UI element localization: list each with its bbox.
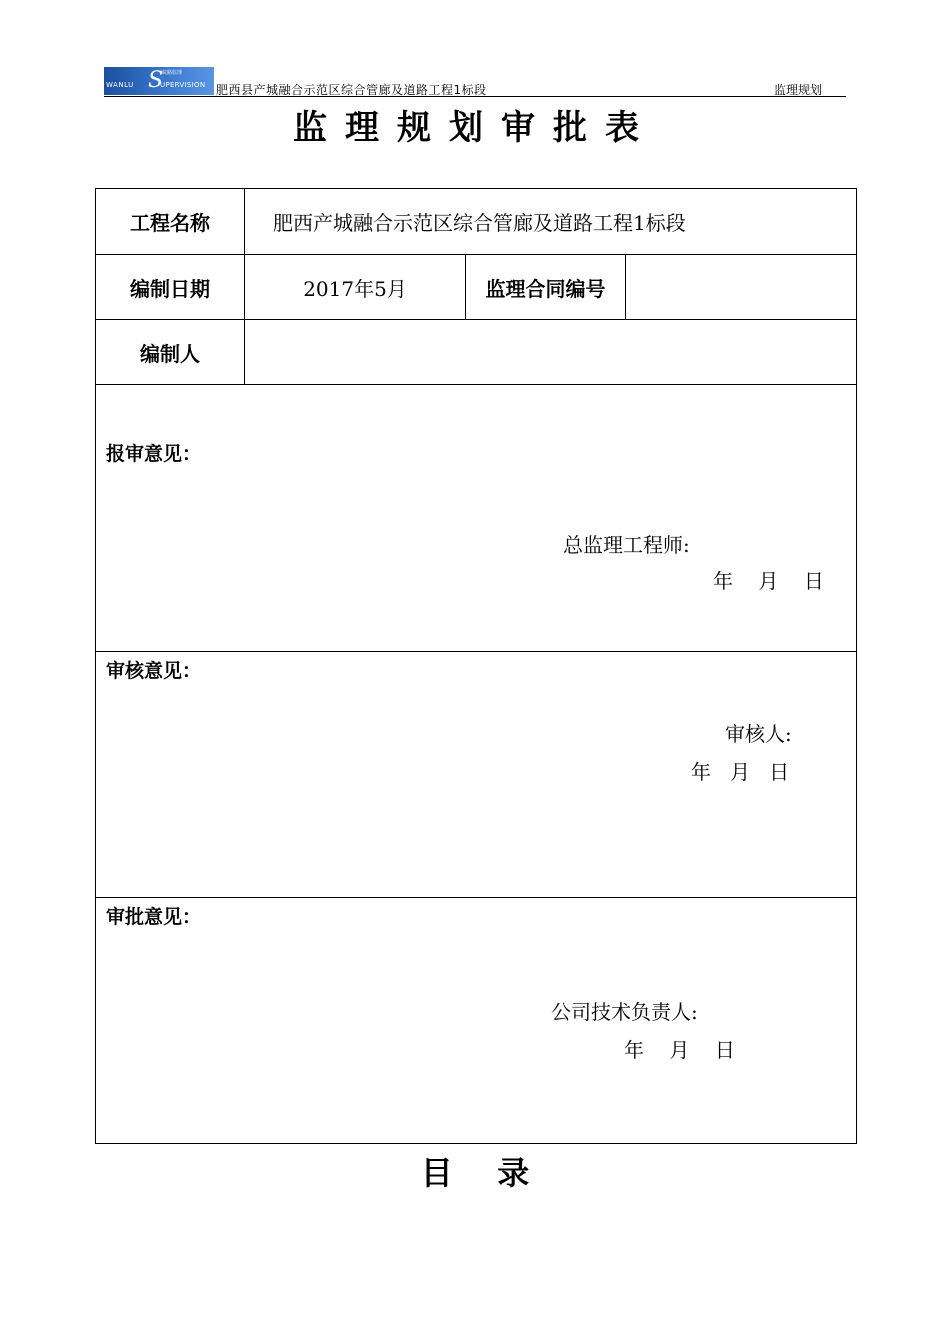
row-date-contract — [96, 255, 857, 320]
approval-signer: 公司技术负责人: — [551, 1000, 698, 1024]
contract-value — [626, 255, 857, 320]
author-label: 编制人 — [96, 320, 245, 385]
approval-title: 审批意见： — [106, 906, 202, 928]
date-label: 编制日期 — [96, 255, 245, 320]
header-rule — [104, 96, 846, 97]
header-project-title: 肥西县产城融合示范区综合管廊及道路工程1标段 — [216, 83, 487, 97]
row-author — [96, 320, 857, 385]
logo-left-text: WANLU — [106, 81, 134, 89]
review-title: 审核意见： — [106, 660, 202, 682]
report-title: 报审意见： — [106, 443, 202, 465]
header-doc-type: 监理规划 — [773, 83, 822, 97]
section-review — [96, 652, 857, 898]
toc-title-text: 目 录 — [420, 1154, 530, 1192]
toc-title — [0, 1148, 950, 1194]
document-title: 监理规划审批表 — [293, 108, 657, 148]
date-value: 2017年5月 — [245, 255, 466, 320]
project-name-value: 肥西产城融合示范区综合管廊及道路工程1标段 — [245, 189, 857, 255]
approval-date: 年 月 日 — [624, 1038, 735, 1062]
page-header — [104, 67, 846, 97]
section-report — [96, 385, 857, 652]
approval-form — [95, 188, 857, 1144]
section-approval — [96, 898, 857, 1144]
row-project-name — [96, 189, 857, 255]
report-signer: 总监理工程师: — [563, 533, 690, 557]
project-name-label: 工程名称 — [96, 189, 245, 255]
review-signer: 审核人: — [725, 722, 792, 746]
contract-label: 监理合同编号 — [466, 255, 626, 320]
company-logo — [104, 67, 214, 95]
logo-right-text: UPERVISION — [160, 81, 206, 89]
logo-mark-icon: S — [148, 68, 164, 93]
report-date: 年 月 日 — [713, 569, 824, 593]
logo-top-text: 皖路监理 — [162, 70, 183, 76]
author-value — [245, 320, 857, 385]
review-date: 年 月 日 — [691, 760, 790, 784]
